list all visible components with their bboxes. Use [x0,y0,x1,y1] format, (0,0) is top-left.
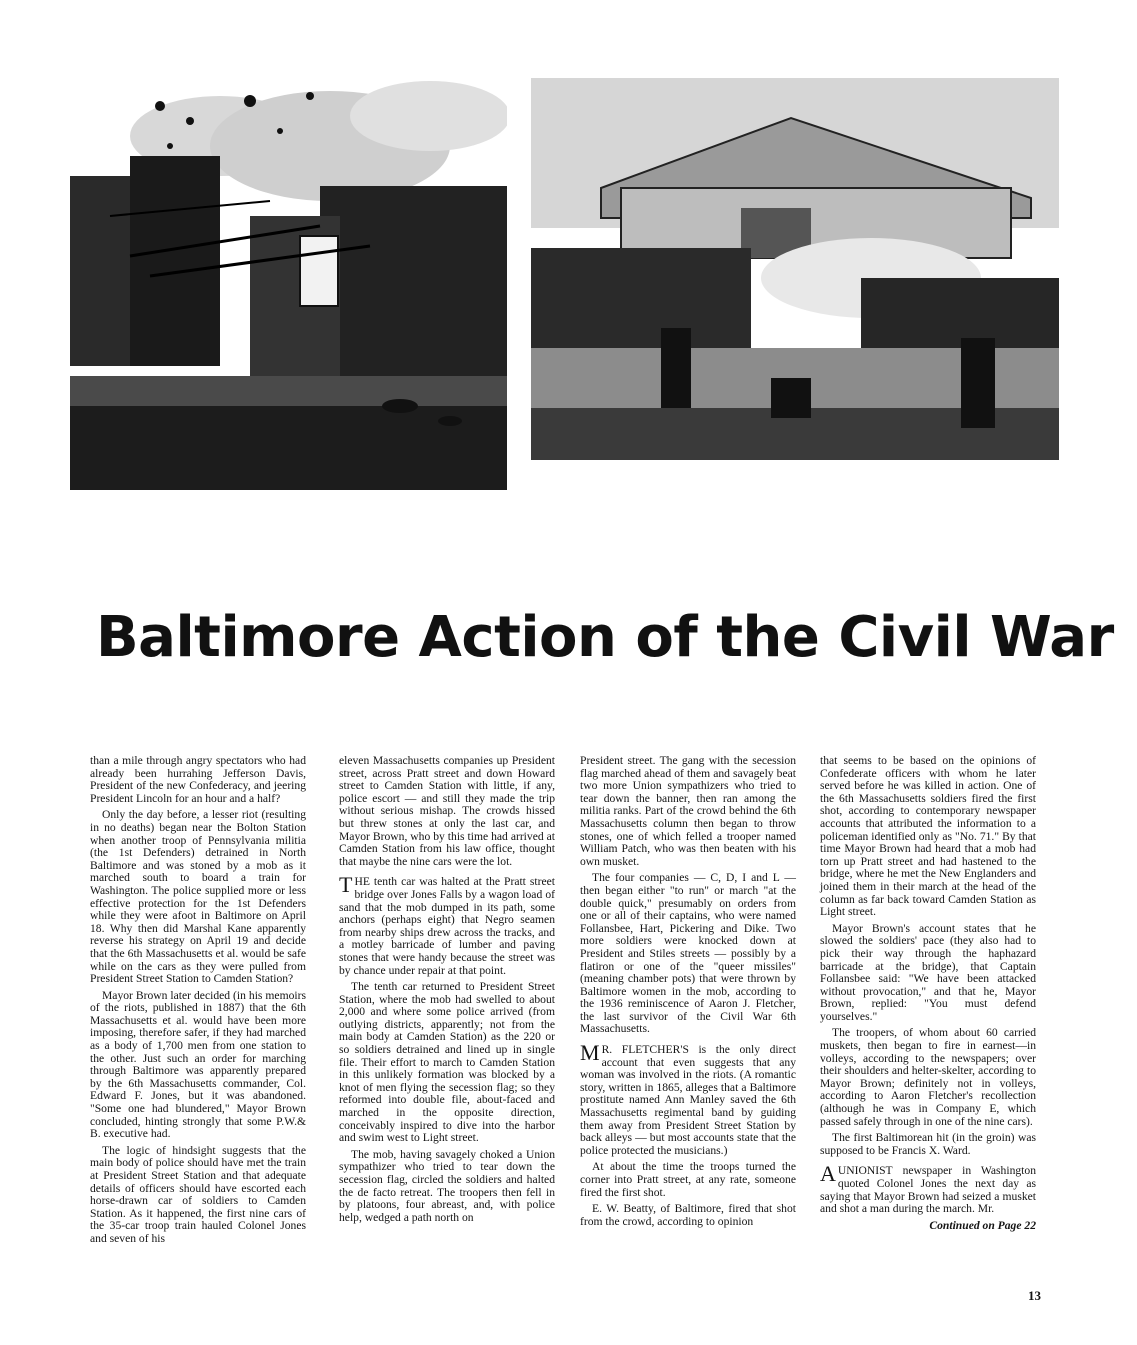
paragraph-lead: UNIONIST [837,1164,893,1178]
paragraph: President street. The gang with the secession flag marched ahead of them and savagely beat two more Union sympathizers who tried to tear down the banner, then ran among the militia ranks. Part of the crowd behind the 6th Massachusetts column then began to throw stones, one of which felled a trooper named William Patch, who was then beaten with his own musket. [580,754,796,868]
headline: Baltimore Action of the Civil War [96,605,1114,670]
paragraph [820,1161,1036,1216]
paragraph: The four companies — C, D, I and L — then began either "to run" or march "at the double quick," presumably on orders from one or all of their captains, who were named Follansbee, Hart, Pickering and Dike. Two more soldiers were knocked down at President and Stiles streets — possibly by a flatiron or one of the "queer missiles" (meaning chamber pots) that were thrown by Baltimore women in the mob, according to the 1936 reminiscence of Aaron J. Fletcher, the last survivor of the Civil War 6th Massachusetts. [580,871,796,1036]
text-column-1 [90,755,306,1250]
paragraph-lead: R. FLETCHER'S [601,1043,689,1057]
illustration-right [531,78,1059,460]
paragraph: E. W. Beatty, of Baltimore, fired that shot from the crowd, according to opinion [580,1202,796,1228]
paragraph-lead: HE [354,875,370,889]
paragraph-text: is the only direct account that even suggests that any woman was involved in the riots. (A romantic story, written in 1865, alleges that a Baltimore prostitute named Ann Manley saved the 6th Massachusetts regimental band by guiding them away from President Street Station by back alleys — but most accounts state that the police protected the musicians.) [580,1043,797,1157]
drop-cap: T [339,872,353,898]
paragraph: Only the day before, a lesser riot (resulting in no deaths) began near the Bolton Station when another troop of Pennsylvania militia (the 1st Defenders) detrained in North Baltimore and was stoned by a mob as it marched south to board a train for Washington. The police supplied more or less effective protection for the 1st Defenders while they were afoot in Baltimore on April 18. Why then did Marshal Kane apparently reverse his strategy on April 19 and decide that the 6th Massachusetts et al. would be safe while on the cars as they were pulled from President Street Station to Camden Station? [90,808,306,986]
text-column-4 [820,755,1036,1232]
paragraph: Mayor Brown's account states that he slowed the soldiers' pace (they also had to pick their way through the haphazard barricade at the bridge), that Captain Follansbee said: "We have been attacked without provocation," and that he, Mayor Brown, replied: "You must defend yourselves." [820,921,1036,1023]
paragraph: eleven Massachusetts companies up President street, across Pratt street and down Howard street to Camden Station with little, if any, police escort — and still they made the trip without serious mishap. The crowds hissed but threw stones at only the last car, and Mayor Brown, who by this time had arrived at Camden Station from his law office, thought that maybe the nine cars were the lot. [339,754,555,868]
paragraph: The mob, having savagely choked a Union sympathizer who tried to tear down the secession flag, circled the soldiers and halted the de facto retreat. The troopers then fell in by platoons, four abreast, and, with police help, wedged a path north on [339,1147,555,1224]
paragraph: The first Baltimorean hit (in the groin) was supposed to be Francis X. Ward. [820,1131,1036,1157]
text-column-2 [339,755,555,1228]
paragraph: than a mile through angry spectators who had already been hurrahing Jefferson Davis, President of the new Confederacy, and jeering President Lincoln for an hour and a half? [90,754,306,805]
paragraph: Mayor Brown later decided (in his memoirs of the riots, published in 1887) that the 6th Massachusetts et al. would have been more imposing, therefore safer, if they had marched as a body of 1,700 men from one station to the other. Just such an order for marching through Baltimore was apparently prepared by the 6th Massachusetts commander, Col. Edward F. Jones, but it was abandoned. "Some one had blundered," Mayor Brown concluded, hinting strongly that some P.W.& B. executive had. [90,988,306,1141]
paragraph: The troopers, of whom about 60 carried muskets, then began to fire in earnest—in volleys, according to the newspapers; over their shoulders and helter-skelter, according to Mayor Brown; definitely not in volleys, according to Aaron Fletcher's recollection (although he was in Company E, which passed safely through in one of the nine cars). [820,1026,1036,1128]
continued-note: Continued on Page 22 [929,1218,1036,1232]
drop-cap: M [580,1040,600,1066]
text-column-3 [580,755,796,1232]
paragraph: The tenth car returned to President Street Station, where the mob had swelled to about 2,000 and where some police arrived (from outlying districts, apparently; not from the main body at Camden Station) as the 220 or so soldiers detrained and lined up in single file. Their effort to march to Camden Station in this unlikely formation was blocked by a knot of men flying the secession flag; so they reformed into double file, about-faced and marched in the opposite direction, conceivably inspired to dive into the harbor and swim west to Light street. [339,980,555,1145]
paragraph: The logic of hindsight suggests that the main body of police should have met the train at President Street Station and that adequate details of officers should have escorted each horse-drawn car of soldiers to Camden Station. As it happened, the first nine cars of the 35-car troop train hauled Colonel Jones and seven of his [90,1143,306,1245]
drop-cap: A [820,1161,836,1187]
paragraph-text: tenth car was halted at the Pratt street bridge over Jones Falls by a wagon load of sand that the mob dumped in its path, some anchors (perhaps eight) that Negro seamen from nearby ships drew across the tracks, and a motley barricade of lumber and paving stones that were handy because the street was by chance under repair at that point. [339,875,555,977]
paragraph: that seems to be based on the opinions of Confederate officers with whom he later served before he was killed in action. One of the 6th Massachusetts soldiers fired the first shot, according to contemporary newspaper accounts that attributed the information to a policeman identified only as "No. 71." By that time Mayor Brown had heard that a mob had torn up Pratt street and had hastened to the bridge, where he met the New Englanders and joined them in their march at the head of the column as far back toward Camden Station as Light street. [820,754,1036,919]
paragraph-text: newspaper in Washington quoted Colonel Jones the next day as saying that Mayor Brown had seized a musket and shot a man during the march. Mr. [820,1164,1036,1216]
paragraph [580,1040,797,1157]
paragraph [339,872,555,977]
paragraph: At about the time the troops turned the corner into Pratt street, at any rate, someone fired the first shot. [580,1160,796,1199]
page-number: 13 [1028,1288,1041,1303]
illustration-left [70,76,507,490]
